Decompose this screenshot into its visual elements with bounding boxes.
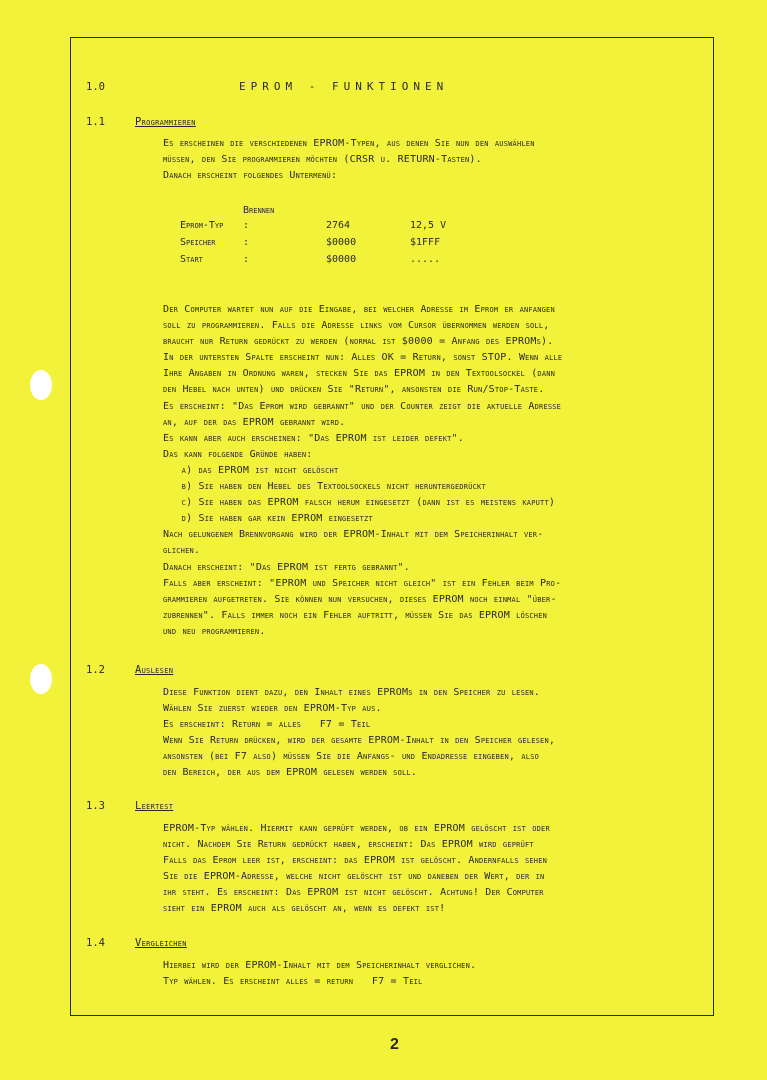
submenu-sep: :	[243, 220, 250, 231]
text-line: EPROM-Typ wählen. Hiermit kann geprüft werden, ob ein EPROM gelöscht ist oder	[163, 823, 550, 834]
text-line: ihr steht. Es erscheint: Das EPROM ist nicht gelöscht. Achtung! Der Computer	[163, 887, 544, 899]
submenu-value: $0000	[326, 254, 357, 265]
section-heading-leertest: Leertest	[135, 800, 174, 812]
text-line: Der Computer wartet nun auf die Eingabe, bei welcher Adresse im Eprom er anfangen	[163, 304, 555, 315]
list-item: d) Sie haben gar kein EPROM eingesetzt	[163, 513, 373, 525]
submenu-label: Speicher	[180, 237, 216, 248]
section-number-1-1: 1.1	[86, 116, 105, 128]
text-line: Danach erscheint folgendes Untermenü:	[163, 170, 338, 182]
submenu-title: Brennen	[243, 205, 275, 216]
submenu-sep: :	[243, 237, 250, 248]
section-number-1-3: 1.3	[86, 800, 105, 812]
text-line: Ihre Angaben in Ordnung waren, stecken Sie das EPROM in den Textoolsockel (dann	[163, 368, 556, 380]
text-line: an, auf der das EPROM gebrannt wird.	[163, 416, 346, 428]
text-line: nicht. Nachdem Sie Return gedrückt haben, erscheint: Das EPROM wird geprüft	[163, 839, 534, 851]
section-heading-auslesen: Auslesen	[135, 664, 174, 676]
page-title: EPROM - FUNKTIONEN	[239, 80, 449, 93]
text-line: soll zu programmieren. Falls die Adresse links vom Cursor übernommen werden soll,	[163, 320, 550, 332]
text-line: Danach erscheint: "Das EPROM ist fertg gebrannt".	[163, 561, 411, 573]
text-line: müssen, den Sie programmieren möchten (CRSR u. RETURN-Tasten).	[163, 154, 482, 166]
section-1-2-body	[163, 685, 555, 782]
text-line: Es erscheint: Return = alles F7 = Teil	[163, 719, 371, 731]
text-line: den Hebel nach unten) und drücken Sie "Return", ansonsten die Run/Stop-Taste.	[163, 384, 545, 396]
text-line: ansonsten (bei F7 also) müssen Sie die Anfangs- und Endadresse eingeben, also	[163, 751, 540, 763]
list-item: a) das EPROM ist nicht gelöscht	[163, 464, 339, 476]
text-line: Falls aber erscheint: "EPROM und Speicher nicht gleich" ist ein Fehler beim Pro-	[163, 577, 562, 589]
section-1-1-intro	[163, 136, 535, 184]
submenu-value: $0000	[326, 237, 357, 248]
text-line: Diese Funktion dient dazu, den Inhalt eines EPROMs in den Speicher zu lesen.	[163, 687, 541, 698]
text-line: Das kann folgende Gründe haben:	[163, 448, 313, 460]
text-line: In der untersten Spalte erscheint nun: Alles OK = Return, sonst STOP. Wenn alle	[163, 352, 563, 364]
section-1-1-body	[163, 302, 562, 640]
section-number-1-4: 1.4	[86, 937, 105, 949]
submenu-value: .....	[410, 254, 441, 265]
page-number: 2	[390, 1036, 399, 1053]
text-line: und neu programmieren.	[163, 625, 266, 637]
text-line: Wenn Sie Return drücken, wird der gesamte EPROM-Inhalt in den Speicher gelesen,	[163, 735, 556, 747]
submenu-value: 2764	[326, 220, 351, 231]
section-1-3-body	[163, 821, 550, 918]
text-line: braucht nur Return gedrückt zu werden (normal ist $0000 = Anfang des EPROMs).	[163, 336, 554, 348]
text-line: Nach gelungenem Brennvorgang wird der EPROM-Inhalt mit dem Speicherinhalt ver-	[163, 529, 544, 541]
text-line: zubrennen". Falls immer noch ein Fehler auftritt, müssen Sie das EPROM löschen	[163, 609, 548, 621]
submenu-value: 12,5 V	[410, 220, 447, 231]
punch-hole-upper	[30, 370, 52, 400]
text-line: den Bereich, der aus dem EPROM gelesen werden soll.	[163, 767, 418, 779]
list-item: c) Sie haben das EPROM falsch herum eingesetzt (dann ist es meistens kaputt)	[163, 497, 556, 509]
text-line: Es kann aber auch erscheinen: "Das EPROM ist leider defekt".	[163, 432, 464, 444]
submenu-label: Eprom-Typ	[180, 220, 224, 231]
submenu-sep: :	[243, 254, 250, 265]
section-heading-programmieren: Programmieren	[135, 116, 196, 128]
text-line: grammieren aufgetreten. Sie können nun versuchen, dieses EPROM noch einmal "über-	[163, 593, 557, 605]
text-line: Hierbei wird der EPROM-Inhalt mit dem Speicherinhalt verglichen.	[163, 960, 477, 971]
submenu-label: Start	[180, 254, 203, 265]
section-number-1-2: 1.2	[86, 664, 105, 676]
text-line: sieht ein EPROM auch als gelöscht an, wenn es defekt ist!	[163, 903, 446, 915]
text-line: Typ wählen. Es erscheint alles = return F7 = Teil	[163, 976, 423, 988]
section-heading-vergleichen: Vergleichen	[135, 937, 187, 949]
text-line: Es erscheint: "Das Eprom wird gebrannt" und der Counter zeigt die aktuelle Adresse	[163, 400, 562, 412]
list-item: b) Sie haben den Hebel des Textoolsockels nicht heruntergedrückt	[163, 481, 486, 493]
text-line: Es erscheinen die verschiedenen EPROM-Typen, aus denen Sie nun den auswählen	[163, 138, 535, 149]
punch-hole-lower	[30, 664, 52, 694]
text-line: Falls das Eprom leer ist, erscheint: das EPROM ist gelöscht. Andernfalls sehen	[163, 855, 548, 867]
text-line: Wählen Sie zuerst wieder den EPROM-Typ aus.	[163, 703, 382, 715]
submenu-value: $1FFF	[410, 237, 441, 248]
text-line: glichen.	[163, 545, 201, 557]
text-line: Sie die EPROM-Adresse, welche nicht gelöscht ist und daneben der Wert, der in	[163, 871, 545, 883]
title-number: 1.0	[86, 81, 105, 93]
section-1-4-body	[163, 958, 476, 990]
